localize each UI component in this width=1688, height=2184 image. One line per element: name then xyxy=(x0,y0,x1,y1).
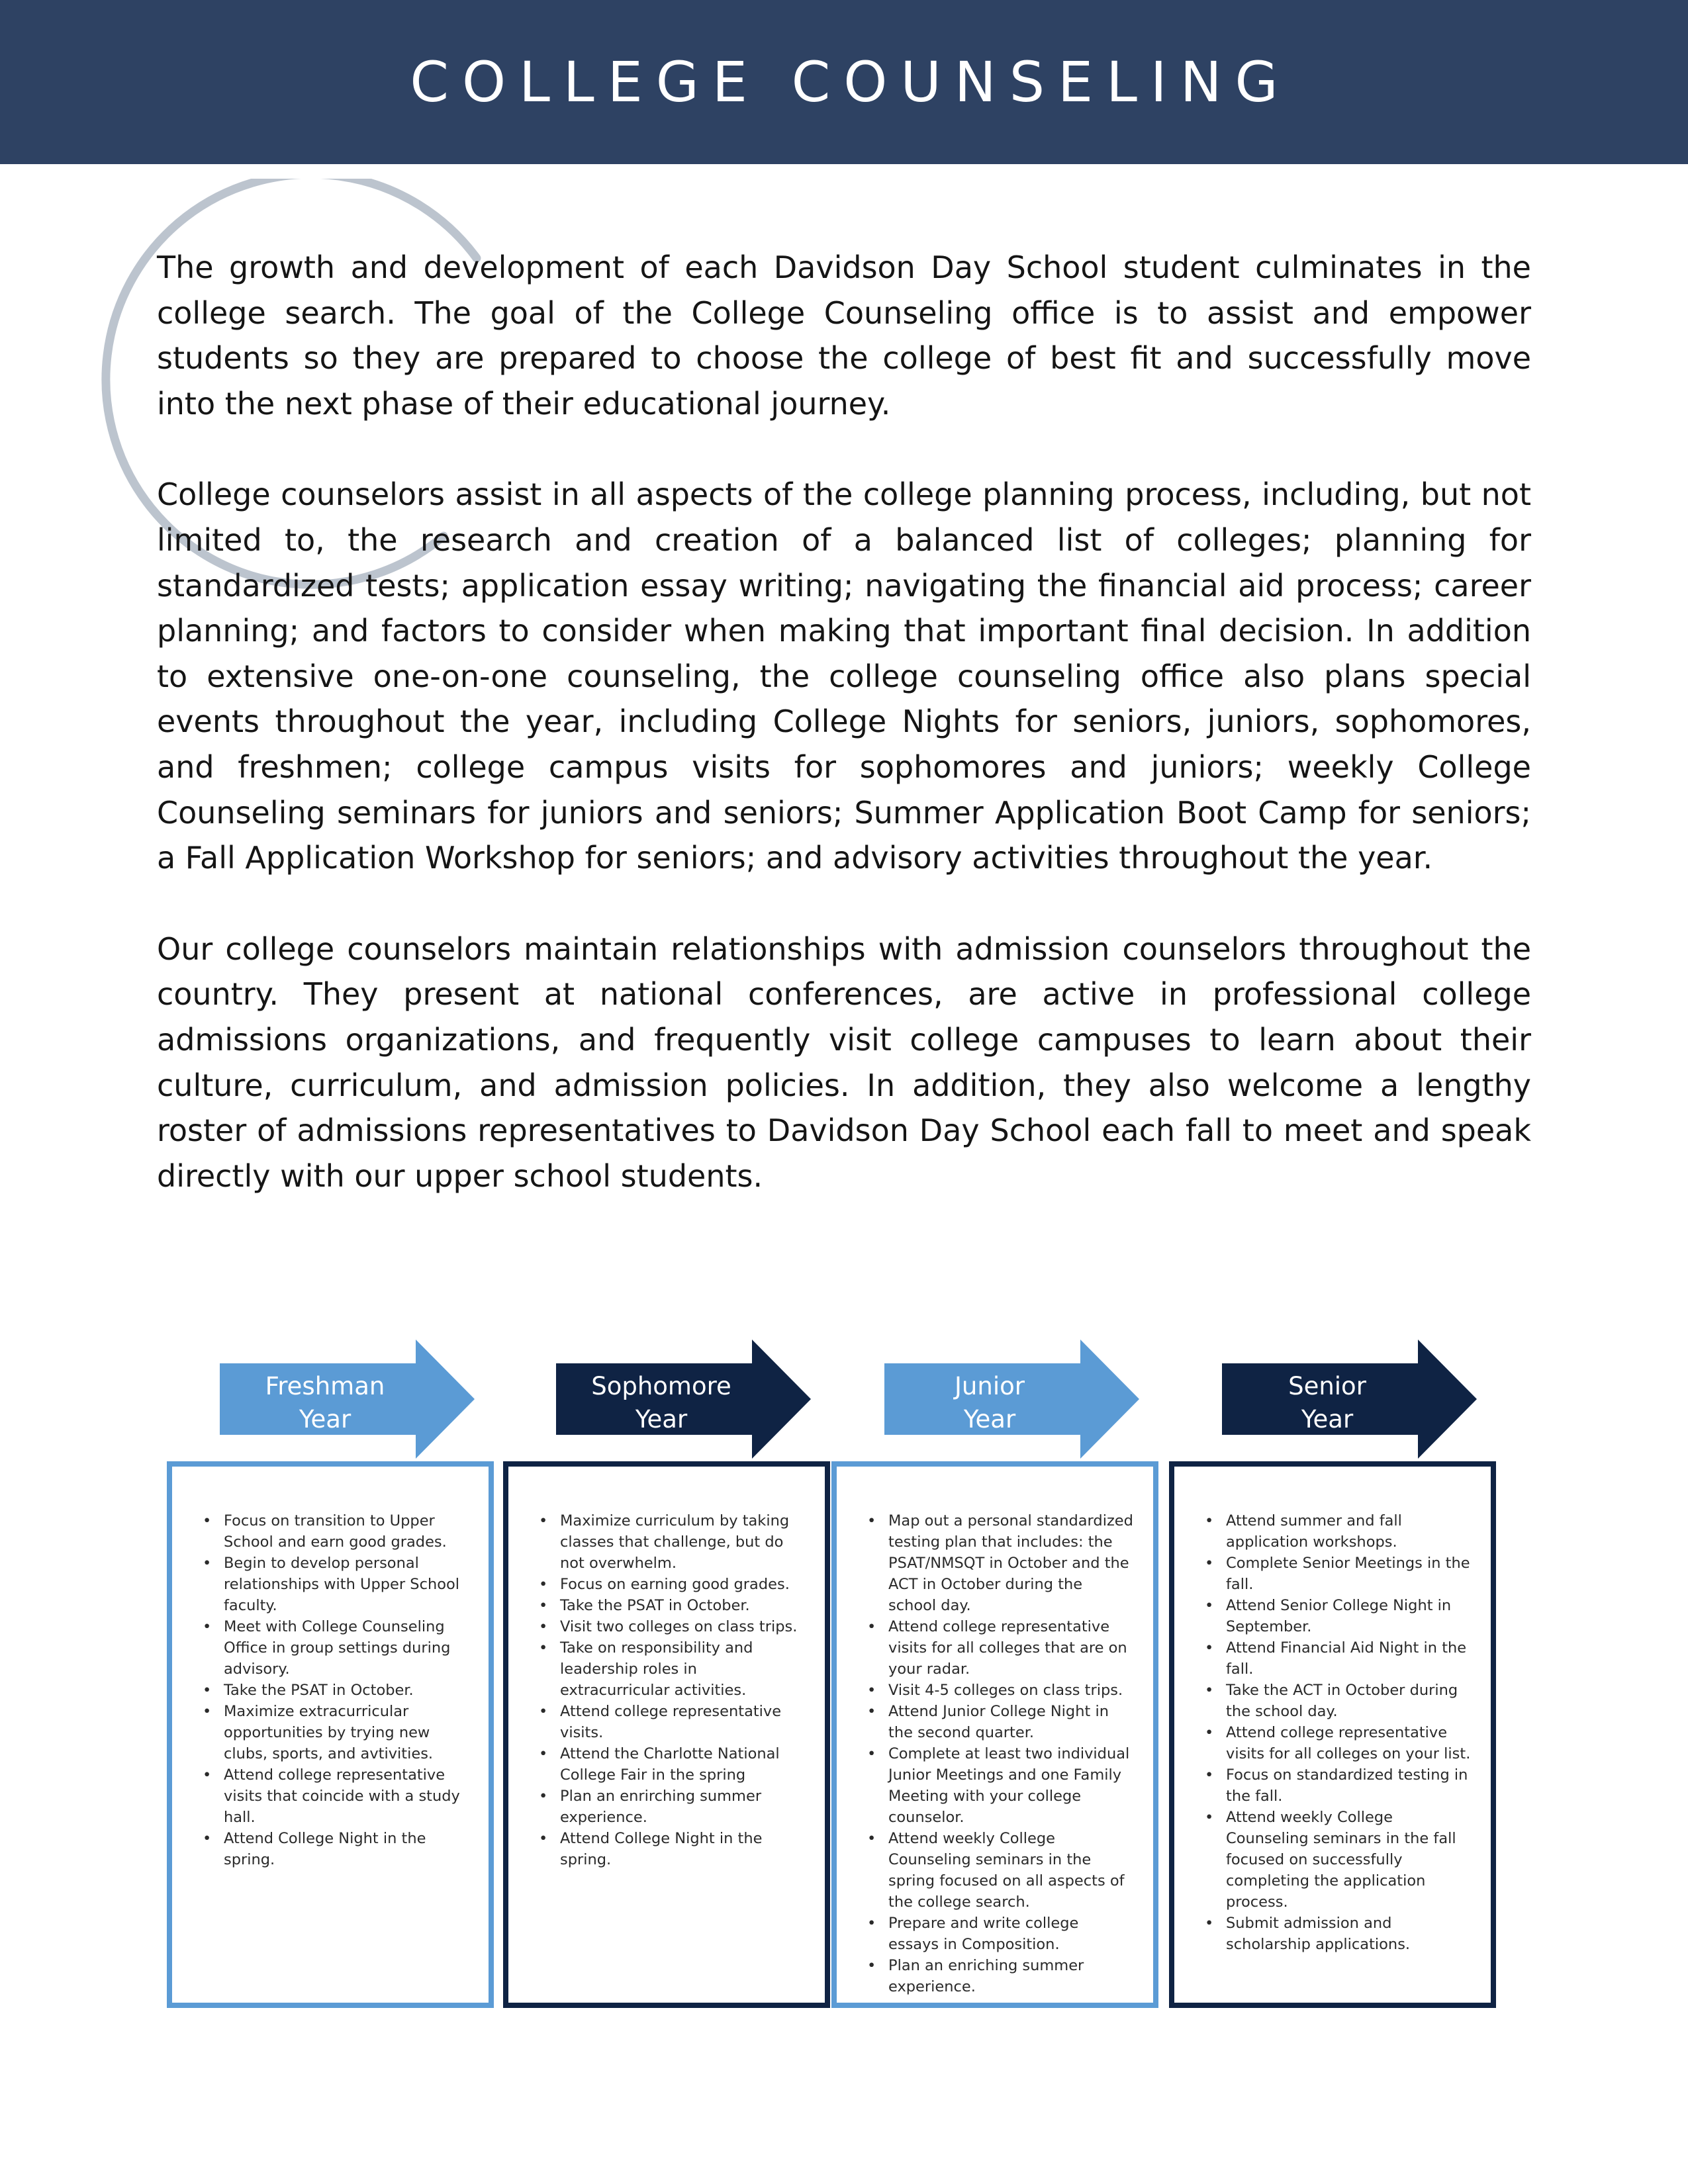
intro-paragraph-1: The growth and development of each Davidson Day School student culminates in the college search. The goal of the College Counseling office is to assist and empower students so they are prepared to choose the college of best fit and successfully move into the next phase of their educational journey. xyxy=(157,250,1531,422)
list-item: • Focus on earning good grades. xyxy=(538,1574,805,1595)
list-item: • Attend college representative visits. xyxy=(538,1701,805,1743)
list-item: • Take the PSAT in October. xyxy=(538,1595,805,1616)
list-item: • Attend College Night in the spring. xyxy=(538,1828,805,1870)
list-item: • Maximize curriculum by taking classes that challenge, but do not overwhelm. xyxy=(538,1510,805,1574)
list-item: • Attend weekly College Counseling seminars in the fall focused on successfully completing the application process. xyxy=(1203,1807,1471,1913)
list-item: • Plan an enrirching summer experience. xyxy=(538,1786,805,1828)
list-item: • Take the ACT in October during the school day. xyxy=(1203,1680,1471,1722)
list-item: • Complete at least two individual Junior Meetings and one Family Meeting with your college counselor. xyxy=(866,1743,1133,1828)
freshman-list xyxy=(201,1510,469,1870)
list-item: • Focus on transition to Upper School and earn good grades. xyxy=(201,1510,469,1553)
list-item: • Visit 4-5 colleges on class trips. xyxy=(866,1680,1133,1701)
list-item: • Plan an enriching summer experience. xyxy=(866,1955,1133,1997)
list-item: • Take on responsibility and leadership roles in extracurricular activities. xyxy=(538,1637,805,1701)
sophomore-title: Sophomore Year xyxy=(591,1372,731,1433)
list-item: • Attend weekly College Counseling seminars in the spring focused on all aspects of the college search. xyxy=(866,1828,1133,1913)
list-item: • Map out a personal standardized testing plan that includes: the PSAT/NMSQT in October and the ACT in October during the school day. xyxy=(866,1510,1133,1616)
intro-paragraph-2: College counselors assist in all aspects of the college planning process, including, but not limited to, the research and creation of a balanced list of colleges; planning for standardized tests; application essay writing; navigating the financial aid process; career planning; and factors to consider when making that important final decision. In addition to extensive one-on-one counseling, the college counseling office also plans special events throughout the year, including College Nights for seniors, juniors, sophomores, and freshmen; college campus visits for sophomores and juniors; weekly College Counseling seminars for juniors and seniors; Summer Application Boot Camp for seniors; a Fall Application Workshop for seniors; and advisory activities throughout the year. xyxy=(157,477,1531,876)
junior-list xyxy=(866,1510,1133,1997)
senior-box xyxy=(1169,1461,1496,2008)
sophomore-list xyxy=(538,1510,805,1870)
intro-text xyxy=(157,245,1531,1244)
junior-title: Junior Year xyxy=(955,1372,1025,1433)
senior-list xyxy=(1203,1510,1471,1955)
list-item: • Begin to develop personal relationships with Upper School faculty. xyxy=(201,1553,469,1616)
timeline-junior xyxy=(831,1337,1158,2012)
list-item: • Attend college representative visits for all colleges on your list. xyxy=(1203,1722,1471,1764)
freshman-title: Freshman Year xyxy=(265,1372,385,1433)
list-item: • Attend college representative visits for all colleges that are on your radar. xyxy=(866,1616,1133,1680)
list-item: • Attend Financial Aid Night in the fall. xyxy=(1203,1637,1471,1680)
junior-box xyxy=(831,1461,1158,2008)
list-item: • Attend Junior College Night in the second quarter. xyxy=(866,1701,1133,1743)
list-item: • Attend College Night in the spring. xyxy=(201,1828,469,1870)
header-banner xyxy=(0,0,1688,164)
timeline-senior xyxy=(1169,1337,1496,2012)
list-item: • Attend the Charlotte National College Fair in the spring xyxy=(538,1743,805,1786)
list-item: • Attend Senior College Night in September. xyxy=(1203,1595,1471,1637)
list-item: • Focus on standardized testing in the fall. xyxy=(1203,1764,1471,1807)
list-item: • Maximize extracurricular opportunities by trying new clubs, sports, and avtivities. xyxy=(201,1701,469,1764)
list-item: • Complete Senior Meetings in the fall. xyxy=(1203,1553,1471,1595)
sophomore-box xyxy=(503,1461,830,2008)
list-item: • Submit admission and scholarship applications. xyxy=(1203,1913,1471,1955)
list-item: • Take the PSAT in October. xyxy=(201,1680,469,1701)
list-item: • Meet with College Counseling Office in group settings during advisory. xyxy=(201,1616,469,1680)
page-title: COLLEGE COUNSELING xyxy=(410,50,1291,114)
list-item: • Prepare and write college essays in Composition. xyxy=(866,1913,1133,1955)
list-item: • Attend college representative visits that coincide with a study hall. xyxy=(201,1764,469,1828)
senior-title: Senior Year xyxy=(1288,1372,1366,1433)
list-item: • Visit two colleges on class trips. xyxy=(538,1616,805,1637)
intro-paragraph-3: Our college counselors maintain relationships with admission counselors throughout the country. They present at national conferences, are active in professional college admissions organizations, and frequently visit college campuses to learn about their culture, curriculum, and admission policies. In addition, they also welcome a lengthy roster of admissions representatives to Davidson Day School each fall to meet and speak directly with our upper school students. xyxy=(157,931,1531,1194)
timeline-sophomore xyxy=(503,1337,830,2012)
timeline-freshman xyxy=(167,1337,494,2012)
freshman-box xyxy=(167,1461,494,2008)
list-item: • Attend summer and fall application workshops. xyxy=(1203,1510,1471,1553)
